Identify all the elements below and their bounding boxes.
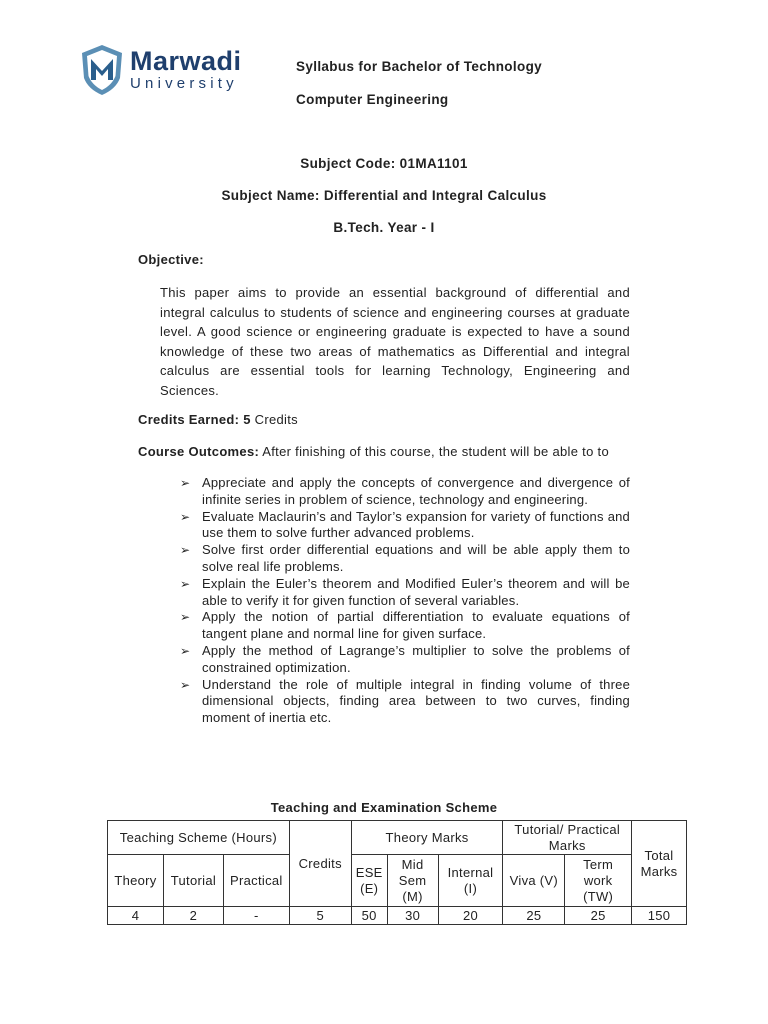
tutorial-header: Tutorial — [163, 855, 223, 907]
practical-cell: - — [223, 907, 289, 925]
table-row — [108, 907, 687, 925]
mid-sem-header: Mid Sem (M) — [387, 855, 438, 907]
list-item — [180, 677, 630, 727]
outcome-text: Understand the role of multiple integral in finding volume of three dimensional objects, finding area between to two curves, finding moment of inertia etc. — [202, 676, 630, 726]
table-row — [108, 855, 687, 907]
teaching-scheme-header: Teaching Scheme (Hours) — [108, 821, 290, 855]
credits-line — [138, 412, 298, 427]
syllabus-heading: Syllabus for Bachelor of Technology — [296, 59, 543, 74]
ese-header: ESE (E) — [351, 855, 387, 907]
course-outcomes-intro: After finishing of this course, the student will be able to to — [259, 444, 609, 459]
tutorial-marks-header: Tutorial/ Practical Marks — [503, 821, 632, 855]
logo-wordmark-line2: University — [130, 75, 238, 92]
theory-marks-header: Theory Marks — [351, 821, 503, 855]
total-marks-header: Total Marks — [632, 821, 687, 907]
term-work-cell: 25 — [565, 907, 632, 925]
arrow-bullet-icon: ➢ — [180, 543, 191, 558]
list-item — [180, 475, 630, 509]
viva-cell: 25 — [503, 907, 565, 925]
term-work-header: Term work (TW) — [565, 855, 632, 907]
tutorial-cell: 2 — [163, 907, 223, 925]
credits-label: Credits Earned: 5 — [138, 412, 251, 427]
outcome-text: Explain the Euler’s theorem and Modified Euler’s theorem and will be able to verify it for given function of several variables. — [202, 575, 630, 608]
objective-label: Objective: — [138, 252, 204, 267]
theory-header: Theory — [108, 855, 164, 907]
list-item — [180, 643, 630, 677]
scheme-table — [107, 820, 687, 925]
department-heading: Computer Engineering — [296, 92, 449, 107]
practical-header: Practical — [223, 855, 289, 907]
subject-name: Subject Name: Differential and Integral Calculus — [221, 188, 547, 203]
outcome-text: Appreciate and apply the concepts of convergence and divergence of infinite series in problem of science, technology and engineering. — [202, 475, 630, 507]
outcomes-list — [180, 475, 630, 727]
arrow-bullet-icon: ➢ — [180, 677, 191, 692]
arrow-bullet-icon: ➢ — [180, 576, 191, 591]
credits-cell: 5 — [289, 907, 351, 925]
credits-header: Credits — [289, 821, 351, 907]
scheme-title: Teaching and Examination Scheme — [270, 800, 498, 815]
internal-header: Internal (I) — [438, 855, 503, 907]
outcome-text: Solve first order differential equations and will be able apply them to solve real life problems. — [202, 542, 630, 574]
arrow-bullet-icon: ➢ — [180, 509, 191, 524]
outcome-text: Evaluate Maclaurin’s and Taylor’s expansion for variety of functions and use them to solve further advanced problems. — [202, 508, 630, 541]
internal-cell: 20 — [438, 907, 503, 925]
mid-sem-cell: 30 — [387, 907, 438, 925]
credits-value: Credits — [250, 412, 298, 427]
course-outcomes-line — [138, 444, 609, 459]
subject-code: Subject Code: 01MA1101 — [300, 156, 468, 171]
list-item — [180, 609, 630, 643]
arrow-bullet-icon: ➢ — [180, 610, 191, 625]
list-item — [180, 542, 630, 576]
theory-cell: 4 — [108, 907, 164, 925]
course-outcomes-label: Course Outcomes: — [138, 444, 260, 459]
year-heading: B.Tech. Year - I — [333, 220, 435, 235]
logo-wordmark-line1: Marwadi — [130, 46, 242, 76]
outcome-text: Apply the method of Lagrange’s multiplier to solve the problems of constrained optimization. — [202, 642, 630, 675]
objective-text: This paper aims to provide an essential background of differential and integral calculus to students of science and engineering courses at graduate level. A good science or engineering graduate is expected to have a sound knowledge of these two areas of mathematics as Differential and integral calculus are essential tools for learning Technology, Engineering and Sciences. — [160, 285, 630, 398]
shield-logo-icon — [80, 44, 124, 96]
list-item — [180, 509, 630, 543]
university-logo — [80, 44, 270, 100]
outcome-text: Apply the notion of partial differentiation to evaluate equations of tangent plane and normal line for given surface. — [202, 609, 630, 642]
table-row — [108, 821, 687, 855]
total-cell: 150 — [632, 907, 687, 925]
list-item — [180, 576, 630, 610]
ese-cell: 50 — [351, 907, 387, 925]
arrow-bullet-icon: ➢ — [180, 643, 191, 658]
viva-header: Viva (V) — [503, 855, 565, 907]
arrow-bullet-icon: ➢ — [180, 476, 191, 490]
